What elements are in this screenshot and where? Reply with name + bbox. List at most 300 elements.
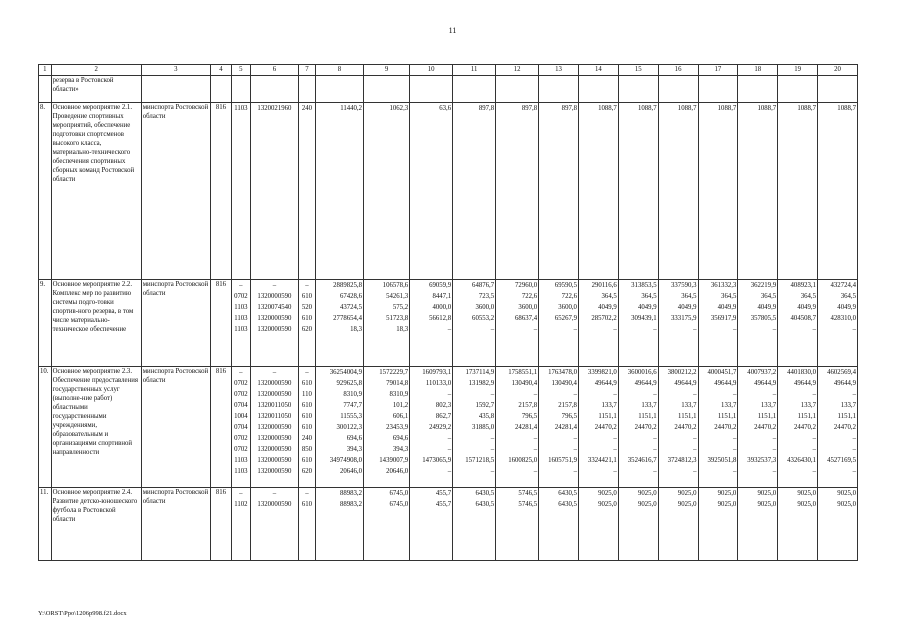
amount-value: 575,2 [392,304,409,311]
amount-cell [496,488,539,561]
amount-value: 455,7 [435,490,452,497]
rz-pr: 1103 [234,315,248,322]
amount-value: 6430,5 [558,490,577,497]
amount-cell [364,103,410,280]
amount-value: 9025,0 [797,490,817,497]
amount-value: 606,1 [392,413,409,420]
amount-value: 313853,5 [631,282,657,289]
page-number: 11 [448,26,457,35]
amount-value: – [490,446,495,453]
amount-value: 24281,4 [554,424,577,431]
amount-value: 133,7 [721,402,737,409]
csr-code: 1320000590 [257,435,292,442]
amount-value: 8310,9 [343,391,363,398]
amount-value: 24281,4 [515,424,538,431]
csr-code: 1320000590 [257,457,292,464]
amount-value: 364,5 [840,293,856,300]
amount-cell [778,103,818,280]
amount-value: 133,7 [760,402,777,409]
amount-cell [410,367,453,488]
amount-value: – [573,468,577,475]
amount-value: – [447,326,452,333]
vr-code: 610 [301,501,313,508]
amount-value: 929625,8 [336,380,363,387]
header-cell: 15 [618,65,658,76]
empty-cell [231,76,250,103]
vr-code: 610 [301,457,313,464]
amount-value: 51723,8 [386,315,409,322]
amount-cell [453,280,496,367]
csr-code: 1320000590 [257,468,292,475]
amount-value: 54261,3 [386,293,409,300]
row-number: 10. [39,367,52,488]
csr-code: – [272,490,277,497]
amount-value: 3600,0 [518,304,538,311]
amount-value: 60553,2 [472,315,495,322]
amount-value: 723,5 [478,293,495,300]
empty-cell [141,76,210,103]
header-cell: 5 [231,65,250,76]
amount-value: 3724812,3 [667,457,697,464]
amount-cell [539,367,579,488]
amount-value: – [812,326,817,333]
amount-value: 56612,8 [429,315,452,322]
vr-code: 620 [301,468,313,475]
amount-value: – [852,468,856,475]
amount-value: 3925051,8 [707,457,737,464]
amount-value: 8447,1 [432,293,452,300]
grbs-code: 816 [210,488,231,561]
vr-code: 850 [301,446,313,453]
csr-code-cell [250,488,298,561]
amount-value: 897,8 [561,105,577,112]
amount-value: 133,7 [641,402,657,409]
rz-pr: 0702 [234,391,248,398]
amount-value: 3600,0 [558,304,577,311]
amount-value: – [447,446,452,453]
amount-value: – [852,446,856,453]
amount-value: – [732,391,737,398]
amount-value: 9025,0 [637,490,657,497]
amount-value: – [732,326,737,333]
amount-value: 361332,3 [710,282,737,289]
amount-cell [818,103,858,280]
amount-value: – [447,435,452,442]
amount-cell [315,103,363,280]
amount-cell [738,488,778,561]
amount-cell [778,488,818,561]
amount-value: 435,8 [478,413,495,420]
rz-pr: 0702 [234,435,248,442]
amount-cell [578,280,618,367]
amount-value: 24470,2 [793,424,817,431]
amount-value: 11440,2 [340,105,363,112]
amount-value: 408923,1 [790,282,817,289]
amount-value: 1088,7 [677,105,697,112]
amount-value: 694,6 [392,435,409,442]
amount-value: 1151,1 [598,413,617,420]
vr-code: 610 [301,402,313,409]
header-cell: 1 [39,65,52,76]
header-cell: 13 [539,65,579,76]
amount-value: 1151,1 [757,413,777,420]
empty-cell [698,76,738,103]
empty-cell [818,76,858,103]
vr-code: 610 [301,413,313,420]
vr-code-cell [299,103,316,280]
amount-value: 67428,6 [339,293,363,300]
amount-value: 1473065,9 [422,457,452,464]
amount-value: 2157,8 [558,402,577,409]
vr-code: 520 [301,304,313,311]
rz-pr: 0702 [234,293,248,300]
amount-value: 862,7 [435,413,452,420]
amount-value: 4401830,0 [787,369,817,376]
amount-cell [496,367,539,488]
amount-value: – [693,326,697,333]
amount-value: 68637,4 [515,315,538,322]
empty-cell [778,76,818,103]
amount-cell [658,488,698,561]
amount-value: 4000,0 [432,304,452,311]
amount-value: – [772,468,777,475]
amount-value: 5746,5 [518,501,538,508]
amount-value: 1151,1 [837,413,856,420]
amount-value: 79014,8 [386,380,409,387]
amount-value: – [653,468,657,475]
amount-value: – [852,326,856,333]
grbs-code: 816 [210,280,231,367]
amount-value: 8310,9 [389,391,409,398]
amount-value: 1151,1 [678,413,697,420]
vr-code: 610 [301,424,313,431]
empty-cell [299,76,316,103]
rz-pr: 1103 [234,468,248,475]
empty-cell [658,76,698,103]
vr-code: – [305,490,309,497]
csr-code-cell [250,103,298,280]
amount-value: – [653,435,657,442]
amount-value: 897,8 [521,105,538,112]
csr-code: – [272,282,277,289]
amount-value: 4049,9 [757,304,777,311]
amount-value: 309439,1 [631,315,657,322]
amount-value: 133,7 [601,402,617,409]
amount-cell [578,488,618,561]
rz-pr: – [239,369,243,376]
amount-value: 133,7 [800,402,817,409]
amount-value: 337590,3 [671,282,697,289]
empty-cell [539,76,579,103]
amount-value: 49644,9 [634,380,657,387]
amount-cell [738,103,778,280]
amount-value: 1572229,7 [379,369,409,376]
amount-value: – [852,435,856,442]
amount-value: 9025,0 [598,490,617,497]
amount-value: – [490,326,495,333]
amount-value: 1758551,1 [508,369,538,376]
amount-value: 333175,9 [671,315,697,322]
amount-cell [698,488,738,561]
amount-value: – [812,468,817,475]
header-cell: 16 [658,65,698,76]
amount-value: 24470,2 [674,424,697,431]
amount-cell [778,367,818,488]
amount-value: – [812,391,817,398]
amount-value: 4326430,1 [787,457,817,464]
amount-cell [453,367,496,488]
amount-value: – [772,391,777,398]
amount-value: 43724,5 [339,304,363,311]
rz-pr: 1103 [234,457,248,464]
amount-cell [453,103,496,280]
csr-code: 1320074540 [257,304,292,311]
amount-value: 106578,6 [382,282,409,289]
amount-value: 300122,3 [336,424,363,431]
csr-code: 1320000590 [257,501,292,508]
amount-cell [698,367,738,488]
amount-value: 49644,9 [793,380,817,387]
amount-value: – [772,435,777,442]
amount-value: – [613,446,617,453]
amount-value: 4007937,2 [747,369,777,376]
amount-value: 1571218,5 [465,457,495,464]
amount-value: 88983,2 [339,490,363,497]
amount-cell [818,367,858,488]
amount-value: 72960,0 [515,282,538,289]
amount-cell [618,280,658,367]
csr-code: 1320000590 [257,446,292,453]
amount-value: 1088,7 [797,105,817,112]
amount-value: 6745,0 [389,501,409,508]
amount-value: 6430,5 [475,501,495,508]
amount-value: 1439007,9 [379,457,409,464]
empty-cell [250,76,298,103]
amount-value: 9025,0 [598,501,617,508]
amount-value: 394,3 [346,446,363,453]
rz-pr-cell [231,280,250,367]
header-cell: 2 [51,65,141,76]
amount-value: 722,6 [561,293,577,300]
amount-value: – [490,468,495,475]
amount-value: – [573,326,577,333]
amount-value: 364,5 [601,293,617,300]
amount-value: 428310,0 [830,315,856,322]
amount-cell [410,103,453,280]
vr-code: 110 [301,391,312,398]
amount-cell [364,367,410,488]
amount-value: 130490,4 [511,380,538,387]
amount-value: 4049,9 [797,304,817,311]
amount-value: 364,5 [721,293,737,300]
empty-cell [210,76,231,103]
amount-value: 36254004,9 [329,369,363,376]
table-row [39,367,858,488]
amount-value: 9025,0 [677,490,697,497]
amount-value: 1088,7 [637,105,657,112]
amount-cell [496,103,539,280]
csr-code: 1320000590 [257,326,292,333]
amount-cell [778,280,818,367]
header-cell: 11 [453,65,496,76]
amount-value: 9025,0 [837,490,856,497]
amount-cell [818,280,858,367]
amount-value: – [613,391,617,398]
amount-value: – [490,391,495,398]
amount-value: 2778654,4 [333,315,363,322]
vr-code: 240 [301,435,313,442]
amount-value: 364,5 [641,293,657,300]
header-cell: 19 [778,65,818,76]
header-cell: 14 [578,65,618,76]
executor: минспорта Ростовской области [141,280,210,367]
budget-table [38,64,858,561]
rz-pr: 1102 [234,501,248,508]
amount-value: 6430,5 [558,501,577,508]
amount-value: 24470,2 [754,424,777,431]
csr-code: 1320011050 [257,402,292,409]
amount-value: 722,6 [521,293,538,300]
amount-value: 455,7 [435,501,452,508]
amount-value: – [447,468,452,475]
amount-value: 802,3 [435,402,452,409]
amount-cell [658,367,698,488]
header-cell: 18 [738,65,778,76]
amount-value: 1151,1 [717,413,737,420]
rz-pr: 0702 [234,446,248,453]
table-row [39,488,858,561]
amount-value: 9025,0 [757,501,777,508]
amount-cell [738,367,778,488]
amount-value: 3324421,1 [587,457,617,464]
amount-value: 796,5 [521,413,538,420]
amount-value: 1605751,9 [548,457,577,464]
amount-value: 404508,7 [790,315,817,322]
header-cell: 10 [410,65,453,76]
amount-cell [618,488,658,561]
amount-cell [315,280,363,367]
amount-cell [496,280,539,367]
amount-cell [618,367,658,488]
amount-value: – [693,435,697,442]
amount-cell [410,280,453,367]
amount-value: 24929,2 [429,424,452,431]
amount-value: 432724,4 [830,282,856,289]
vr-code-cell [299,367,316,488]
amount-value: 364,5 [800,293,817,300]
amount-value: 69059,9 [429,282,452,289]
amount-value: 1062,3 [389,105,409,112]
amount-value: 11555,3 [340,413,363,420]
amount-cell [698,103,738,280]
amount-value: – [533,326,538,333]
amount-value: – [533,468,538,475]
vr-code: 620 [301,326,313,333]
row-number [39,76,52,103]
vr-code: 610 [301,293,313,300]
amount-cell [539,280,579,367]
event-name: Основное мероприятие 2.1. Проведение спортивных мероприятий, обеспечение подготовки спортсменов высокого класса, материально-технического обеспечения спортивных сборных команд Ростовской области [51,103,141,280]
amount-value: – [772,326,777,333]
amount-cell [658,103,698,280]
rz-pr: 0702 [234,380,248,387]
amount-value: – [533,391,538,398]
amount-value: 110133,0 [425,380,452,387]
csr-code: – [272,369,277,376]
amount-value: 1088,7 [598,105,617,112]
amount-value: 796,5 [561,413,577,420]
amount-value: – [533,435,538,442]
amount-value: 88983,2 [339,501,363,508]
amount-value: 1151,1 [638,413,657,420]
empty-cell [618,76,658,103]
amount-value: – [653,391,657,398]
amount-value: 24470,2 [833,424,856,431]
vr-code: 610 [301,315,313,322]
rz-pr: 0704 [234,424,248,431]
amount-value: 4602569,4 [827,369,856,376]
amount-value: – [772,446,777,453]
amount-cell [578,103,618,280]
amount-value: 130490,4 [551,380,577,387]
amount-value: – [653,326,657,333]
amount-value: – [693,468,697,475]
amount-value: – [732,435,737,442]
amount-value: 1609793,1 [422,369,452,376]
rz-pr-cell [231,367,250,488]
rz-pr-cell [231,103,250,280]
csr-code-cell [250,280,298,367]
amount-value: 3399821,0 [587,369,617,376]
csr-code: 1320011050 [257,413,292,420]
amount-cell [738,280,778,367]
amount-value: 49644,9 [674,380,697,387]
amount-value: – [613,468,617,475]
amount-value: 1763478,0 [548,369,577,376]
grbs-code: 816 [210,103,231,280]
event-name: Основное мероприятие 2.2. Комплекс мер по развитию системы подго-товки спортив-ного резерва, в том числе материально-техническое обеспечение [51,280,141,367]
amount-value: – [613,326,617,333]
header-cell: 20 [818,65,858,76]
row-number: 11. [39,488,52,561]
amount-value: 5746,5 [518,490,538,497]
header-cell: 4 [210,65,231,76]
amount-value: – [533,446,538,453]
amount-value: 9025,0 [637,501,657,508]
amount-value: 9025,0 [677,501,697,508]
amount-value: 133,7 [840,402,856,409]
amount-value: – [693,446,697,453]
header-row [39,65,858,76]
amount-value: 362219,9 [750,282,777,289]
amount-value: 1600825,0 [508,457,538,464]
amount-value: 49644,9 [833,380,856,387]
csr-code: 1320000590 [257,315,292,322]
amount-value: – [812,446,817,453]
empty-cell [453,76,496,103]
header-cell: 3 [141,65,210,76]
amount-cell [539,488,579,561]
vr-code-cell [299,280,316,367]
amount-value: 4049,9 [837,304,856,311]
header-cell: 8 [315,65,363,76]
executor: минспорта Ростовской области [141,367,210,488]
amount-value: 6745,0 [389,490,409,497]
amount-value: – [490,435,495,442]
table-row [39,103,858,280]
empty-cell [578,76,618,103]
amount-value: 4527169,5 [827,457,856,464]
